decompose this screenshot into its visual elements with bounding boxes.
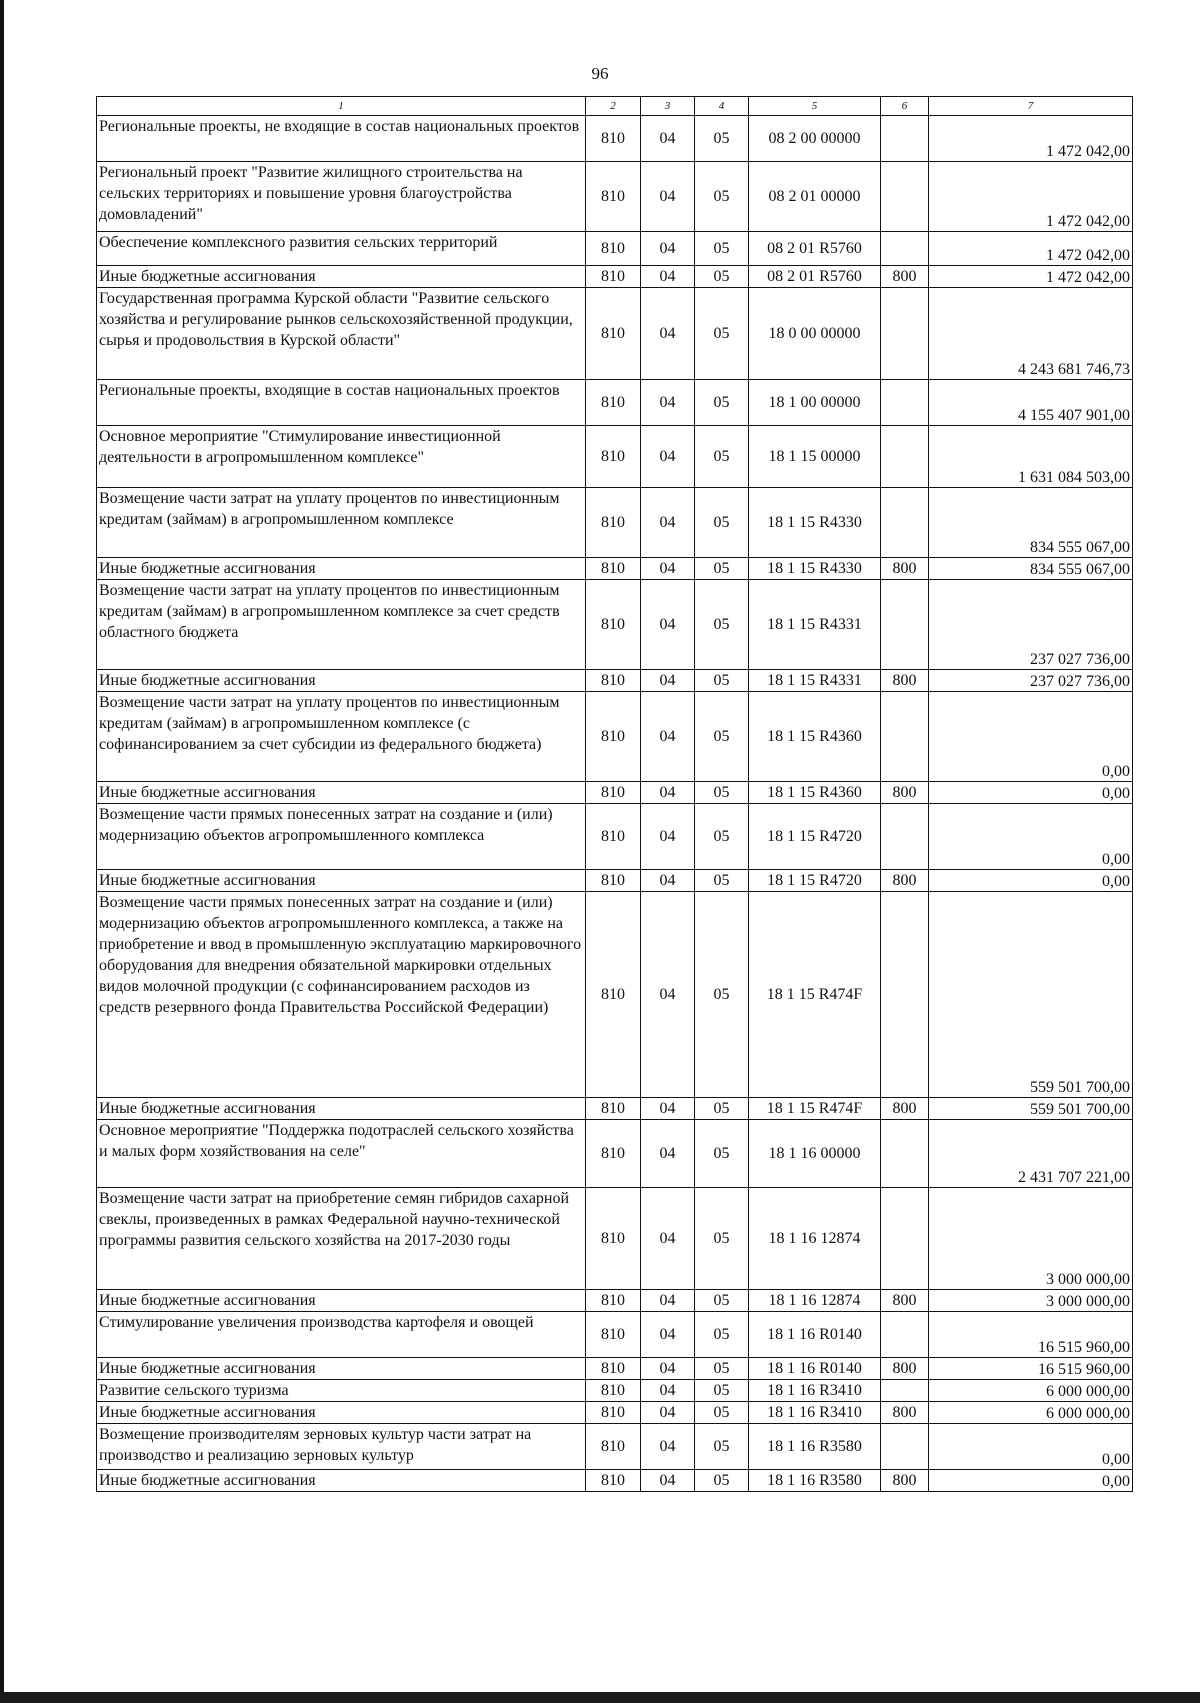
subsection-code-cell: 05 xyxy=(695,558,749,580)
section-code-cell: 04 xyxy=(641,782,695,804)
budget-row xyxy=(97,804,1133,870)
subsection-code-cell: 05 xyxy=(695,692,749,782)
target-article-cell: 18 1 16 R3580 xyxy=(749,1424,881,1470)
section-code-cell: 04 xyxy=(641,1380,695,1402)
item-name-cell: Иные бюджетные ассигнования xyxy=(97,1470,586,1492)
section-code-cell: 04 xyxy=(641,116,695,162)
glavn-code-cell: 810 xyxy=(586,892,641,1098)
glavn-code-cell: 810 xyxy=(586,782,641,804)
item-name-cell: Государственная программа Курской области "Развитие сельского хозяйства и регулирование рынков сельскохозяйственной продукции, сырья и продовольствия в Курской области" xyxy=(97,288,586,380)
section-code-cell: 04 xyxy=(641,1424,695,1470)
amount-cell: 4 155 407 901,00 xyxy=(929,380,1133,426)
target-article-cell: 08 2 01 R5760 xyxy=(749,232,881,266)
subsection-code-cell: 05 xyxy=(695,1470,749,1492)
subsection-code-cell: 05 xyxy=(695,488,749,558)
budget-row xyxy=(97,870,1133,892)
budget-row xyxy=(97,1290,1133,1312)
item-name-cell: Основное мероприятие "Поддержка подотраслей сельского хозяйства и малых форм хозяйствования на селе" xyxy=(97,1120,586,1188)
target-article-cell: 18 1 15 R4720 xyxy=(749,804,881,870)
subsection-code-cell: 05 xyxy=(695,162,749,232)
budget-row xyxy=(97,558,1133,580)
subsection-code-cell: 05 xyxy=(695,1380,749,1402)
expense-type-cell xyxy=(881,1424,929,1470)
section-code-cell: 04 xyxy=(641,558,695,580)
glavn-code-cell: 810 xyxy=(586,1470,641,1492)
target-article-cell: 18 1 15 R474F xyxy=(749,892,881,1098)
glavn-code-cell: 810 xyxy=(586,426,641,488)
glavn-code-cell: 810 xyxy=(586,1290,641,1312)
glavn-code-cell: 810 xyxy=(586,162,641,232)
expense-type-cell xyxy=(881,692,929,782)
section-code-cell: 04 xyxy=(641,580,695,670)
expense-type-cell: 800 xyxy=(881,1470,929,1492)
item-name-cell: Иные бюджетные ассигнования xyxy=(97,558,586,580)
item-name-cell: Стимулирование увеличения производства картофеля и овощей xyxy=(97,1312,586,1358)
section-code-cell: 04 xyxy=(641,1120,695,1188)
subsection-code-cell: 05 xyxy=(695,1402,749,1424)
expense-type-cell xyxy=(881,162,929,232)
column-header: 4 xyxy=(695,97,749,116)
item-name-cell: Иные бюджетные ассигнования xyxy=(97,1402,586,1424)
target-article-cell: 18 1 15 R4360 xyxy=(749,782,881,804)
item-name-cell: Иные бюджетные ассигнования xyxy=(97,782,586,804)
amount-cell: 559 501 700,00 xyxy=(929,1098,1133,1120)
amount-cell: 0,00 xyxy=(929,1424,1133,1470)
amount-cell: 16 515 960,00 xyxy=(929,1312,1133,1358)
amount-cell: 237 027 736,00 xyxy=(929,580,1133,670)
budget-row xyxy=(97,380,1133,426)
item-name-cell: Региональные проекты, входящие в состав национальных проектов xyxy=(97,380,586,426)
expense-type-cell xyxy=(881,804,929,870)
budget-row xyxy=(97,162,1133,232)
expense-type-cell xyxy=(881,380,929,426)
subsection-code-cell: 05 xyxy=(695,1098,749,1120)
item-name-cell: Региональные проекты, не входящие в состав национальных проектов xyxy=(97,116,586,162)
section-code-cell: 04 xyxy=(641,488,695,558)
amount-cell: 4 243 681 746,73 xyxy=(929,288,1133,380)
expense-type-cell xyxy=(881,288,929,380)
subsection-code-cell: 05 xyxy=(695,670,749,692)
amount-cell: 0,00 xyxy=(929,782,1133,804)
amount-cell: 1 472 042,00 xyxy=(929,162,1133,232)
expense-type-cell xyxy=(881,1380,929,1402)
budget-row xyxy=(97,1380,1133,1402)
budget-row xyxy=(97,1120,1133,1188)
item-name-cell: Основное мероприятие "Стимулирование инвестиционной деятельности в агропромышленном комплексе" xyxy=(97,426,586,488)
glavn-code-cell: 810 xyxy=(586,1380,641,1402)
column-header: 7 xyxy=(929,97,1133,116)
subsection-code-cell: 05 xyxy=(695,870,749,892)
budget-row xyxy=(97,1312,1133,1358)
expense-type-cell xyxy=(881,1120,929,1188)
glavn-code-cell: 810 xyxy=(586,1402,641,1424)
target-article-cell: 18 1 15 R4330 xyxy=(749,558,881,580)
section-code-cell: 04 xyxy=(641,162,695,232)
column-header: 2 xyxy=(586,97,641,116)
subsection-code-cell: 05 xyxy=(695,1290,749,1312)
target-article-cell: 18 1 15 R4360 xyxy=(749,692,881,782)
budget-row xyxy=(97,1188,1133,1290)
expense-type-cell: 800 xyxy=(881,670,929,692)
amount-cell: 237 027 736,00 xyxy=(929,670,1133,692)
amount-cell: 834 555 067,00 xyxy=(929,558,1133,580)
section-code-cell: 04 xyxy=(641,1188,695,1290)
item-name-cell: Возмещение производителям зерновых культур части затрат на производство и реализацию зерновых культур xyxy=(97,1424,586,1470)
amount-cell: 0,00 xyxy=(929,870,1133,892)
target-article-cell: 08 2 01 00000 xyxy=(749,162,881,232)
expense-type-cell: 800 xyxy=(881,1290,929,1312)
expense-type-cell xyxy=(881,488,929,558)
amount-cell: 3 000 000,00 xyxy=(929,1188,1133,1290)
budget-row xyxy=(97,580,1133,670)
subsection-code-cell: 05 xyxy=(695,288,749,380)
budget-row xyxy=(97,1470,1133,1492)
section-code-cell: 04 xyxy=(641,1358,695,1380)
target-article-cell: 18 1 16 12874 xyxy=(749,1188,881,1290)
budget-row xyxy=(97,426,1133,488)
column-header: 6 xyxy=(881,97,929,116)
glavn-code-cell: 810 xyxy=(586,488,641,558)
item-name-cell: Региональный проект "Развитие жилищного строительства на сельских территориях и повышение уровня благоустройства домовладений" xyxy=(97,162,586,232)
expense-type-cell: 800 xyxy=(881,1098,929,1120)
expense-type-cell xyxy=(881,892,929,1098)
glavn-code-cell: 810 xyxy=(586,870,641,892)
amount-cell: 0,00 xyxy=(929,692,1133,782)
target-article-cell: 18 0 00 00000 xyxy=(749,288,881,380)
amount-cell: 3 000 000,00 xyxy=(929,1290,1133,1312)
amount-cell: 16 515 960,00 xyxy=(929,1358,1133,1380)
target-article-cell: 18 1 16 12874 xyxy=(749,1290,881,1312)
amount-cell: 0,00 xyxy=(929,1470,1133,1492)
expense-type-cell: 800 xyxy=(881,870,929,892)
budget-row xyxy=(97,288,1133,380)
amount-cell: 834 555 067,00 xyxy=(929,488,1133,558)
glavn-code-cell: 810 xyxy=(586,1188,641,1290)
budget-row xyxy=(97,116,1133,162)
target-article-cell: 18 1 16 R0140 xyxy=(749,1358,881,1380)
item-name-cell: Иные бюджетные ассигнования xyxy=(97,1098,586,1120)
section-code-cell: 04 xyxy=(641,804,695,870)
section-code-cell: 04 xyxy=(641,1470,695,1492)
glavn-code-cell: 810 xyxy=(586,116,641,162)
item-name-cell: Обеспечение комплексного развития сельских территорий xyxy=(97,232,586,266)
target-article-cell: 18 1 00 00000 xyxy=(749,380,881,426)
glavn-code-cell: 810 xyxy=(586,1312,641,1358)
subsection-code-cell: 05 xyxy=(695,232,749,266)
target-article-cell: 08 2 01 R5760 xyxy=(749,266,881,288)
glavn-code-cell: 810 xyxy=(586,1098,641,1120)
glavn-code-cell: 810 xyxy=(586,692,641,782)
subsection-code-cell: 05 xyxy=(695,426,749,488)
section-code-cell: 04 xyxy=(641,1312,695,1358)
section-code-cell: 04 xyxy=(641,1402,695,1424)
column-header: 3 xyxy=(641,97,695,116)
amount-cell: 1 472 042,00 xyxy=(929,266,1133,288)
glavn-code-cell: 810 xyxy=(586,232,641,266)
glavn-code-cell: 810 xyxy=(586,670,641,692)
item-name-cell: Возмещение части затрат на уплату процентов по инвестиционным кредитам (займам) в агропромышленном комплексе за счет средств областного бюджета xyxy=(97,580,586,670)
target-article-cell: 18 1 16 R0140 xyxy=(749,1312,881,1358)
target-article-cell: 18 1 16 R3410 xyxy=(749,1402,881,1424)
column-header-row xyxy=(97,97,1133,116)
glavn-code-cell: 810 xyxy=(586,804,641,870)
expense-type-cell: 800 xyxy=(881,782,929,804)
section-code-cell: 04 xyxy=(641,870,695,892)
section-code-cell: 04 xyxy=(641,426,695,488)
expense-type-cell: 800 xyxy=(881,1402,929,1424)
budget-row xyxy=(97,232,1133,266)
item-name-cell: Иные бюджетные ассигнования xyxy=(97,870,586,892)
section-code-cell: 04 xyxy=(641,380,695,426)
section-code-cell: 04 xyxy=(641,1098,695,1120)
subsection-code-cell: 05 xyxy=(695,580,749,670)
expense-type-cell xyxy=(881,426,929,488)
section-code-cell: 04 xyxy=(641,892,695,1098)
budget-row xyxy=(97,266,1133,288)
section-code-cell: 04 xyxy=(641,288,695,380)
amount-cell: 6 000 000,00 xyxy=(929,1402,1133,1424)
section-code-cell: 04 xyxy=(641,232,695,266)
glavn-code-cell: 810 xyxy=(586,266,641,288)
expense-type-cell xyxy=(881,1312,929,1358)
scan-left-edge xyxy=(0,0,4,1703)
column-header: 5 xyxy=(749,97,881,116)
budget-row xyxy=(97,782,1133,804)
subsection-code-cell: 05 xyxy=(695,1188,749,1290)
subsection-code-cell: 05 xyxy=(695,1120,749,1188)
target-article-cell: 18 1 15 R474F xyxy=(749,1098,881,1120)
subsection-code-cell: 05 xyxy=(695,1312,749,1358)
subsection-code-cell: 05 xyxy=(695,892,749,1098)
section-code-cell: 04 xyxy=(641,266,695,288)
budget-row xyxy=(97,488,1133,558)
expense-type-cell xyxy=(881,580,929,670)
expense-type-cell xyxy=(881,232,929,266)
section-code-cell: 04 xyxy=(641,692,695,782)
item-name-cell: Иные бюджетные ассигнования xyxy=(97,670,586,692)
target-article-cell: 18 1 15 R4330 xyxy=(749,488,881,558)
budget-row xyxy=(97,692,1133,782)
item-name-cell: Возмещение части затрат на приобретение семян гибридов сахарной свеклы, произведенных в рамках Федеральной научно-технической программы развития сельского хозяйства на 2017-2030 годы xyxy=(97,1188,586,1290)
glavn-code-cell: 810 xyxy=(586,580,641,670)
glavn-code-cell: 810 xyxy=(586,1358,641,1380)
amount-cell: 1 472 042,00 xyxy=(929,232,1133,266)
target-article-cell: 08 2 00 00000 xyxy=(749,116,881,162)
budget-row xyxy=(97,1424,1133,1470)
budget-row xyxy=(97,670,1133,692)
item-name-cell: Иные бюджетные ассигнования xyxy=(97,1290,586,1312)
subsection-code-cell: 05 xyxy=(695,380,749,426)
section-code-cell: 04 xyxy=(641,670,695,692)
budget-row xyxy=(97,1402,1133,1424)
expense-type-cell: 800 xyxy=(881,1358,929,1380)
budget-row xyxy=(97,892,1133,1098)
page-number: 96 xyxy=(591,64,609,83)
budget-row xyxy=(97,1358,1133,1380)
item-name-cell: Развитие сельского туризма xyxy=(97,1380,586,1402)
glavn-code-cell: 810 xyxy=(586,288,641,380)
target-article-cell: 18 1 15 R4331 xyxy=(749,580,881,670)
target-article-cell: 18 1 16 R3410 xyxy=(749,1380,881,1402)
item-name-cell: Возмещение части затрат на уплату процентов по инвестиционным кредитам (займам) в агропромышленном комплексе (с софинансированием за счет субсидии из федерального бюджета) xyxy=(97,692,586,782)
section-code-cell: 04 xyxy=(641,1290,695,1312)
budget-row xyxy=(97,1098,1133,1120)
target-article-cell: 18 1 15 00000 xyxy=(749,426,881,488)
amount-cell: 559 501 700,00 xyxy=(929,892,1133,1098)
amount-cell: 0,00 xyxy=(929,804,1133,870)
amount-cell: 1 631 084 503,00 xyxy=(929,426,1133,488)
item-name-cell: Иные бюджетные ассигнования xyxy=(97,266,586,288)
target-article-cell: 18 1 16 00000 xyxy=(749,1120,881,1188)
budget-table xyxy=(96,96,1133,1492)
item-name-cell: Возмещение части прямых понесенных затрат на создание и (или) модернизацию объектов агропромышленного комплекса, а также на приобретение и ввод в промышленную эксплуатацию маркировочного оборудования для внедрения обязательной маркировки отдельных видов молочной продукции (с софинансированием расходов из средств резервного фонда Правительства Российской Федерации) xyxy=(97,892,586,1098)
expense-type-cell xyxy=(881,1188,929,1290)
column-header: 1 xyxy=(97,97,586,116)
target-article-cell: 18 1 16 R3580 xyxy=(749,1470,881,1492)
subsection-code-cell: 05 xyxy=(695,804,749,870)
target-article-cell: 18 1 15 R4720 xyxy=(749,870,881,892)
amount-cell: 6 000 000,00 xyxy=(929,1380,1133,1402)
expense-type-cell: 800 xyxy=(881,266,929,288)
glavn-code-cell: 810 xyxy=(586,1120,641,1188)
subsection-code-cell: 05 xyxy=(695,266,749,288)
amount-cell: 2 431 707 221,00 xyxy=(929,1120,1133,1188)
item-name-cell: Иные бюджетные ассигнования xyxy=(97,1358,586,1380)
amount-cell: 1 472 042,00 xyxy=(929,116,1133,162)
item-name-cell: Возмещение части затрат на уплату процентов по инвестиционным кредитам (займам) в агропромышленном комплексе xyxy=(97,488,586,558)
subsection-code-cell: 05 xyxy=(695,782,749,804)
item-name-cell: Возмещение части прямых понесенных затрат на создание и (или) модернизацию объектов агропромышленного комплекса xyxy=(97,804,586,870)
target-article-cell: 18 1 15 R4331 xyxy=(749,670,881,692)
subsection-code-cell: 05 xyxy=(695,1424,749,1470)
scan-bottom-edge xyxy=(0,1692,1200,1703)
glavn-code-cell: 810 xyxy=(586,1424,641,1470)
expense-type-cell xyxy=(881,116,929,162)
subsection-code-cell: 05 xyxy=(695,116,749,162)
expense-type-cell: 800 xyxy=(881,558,929,580)
glavn-code-cell: 810 xyxy=(586,380,641,426)
subsection-code-cell: 05 xyxy=(695,1358,749,1380)
glavn-code-cell: 810 xyxy=(586,558,641,580)
